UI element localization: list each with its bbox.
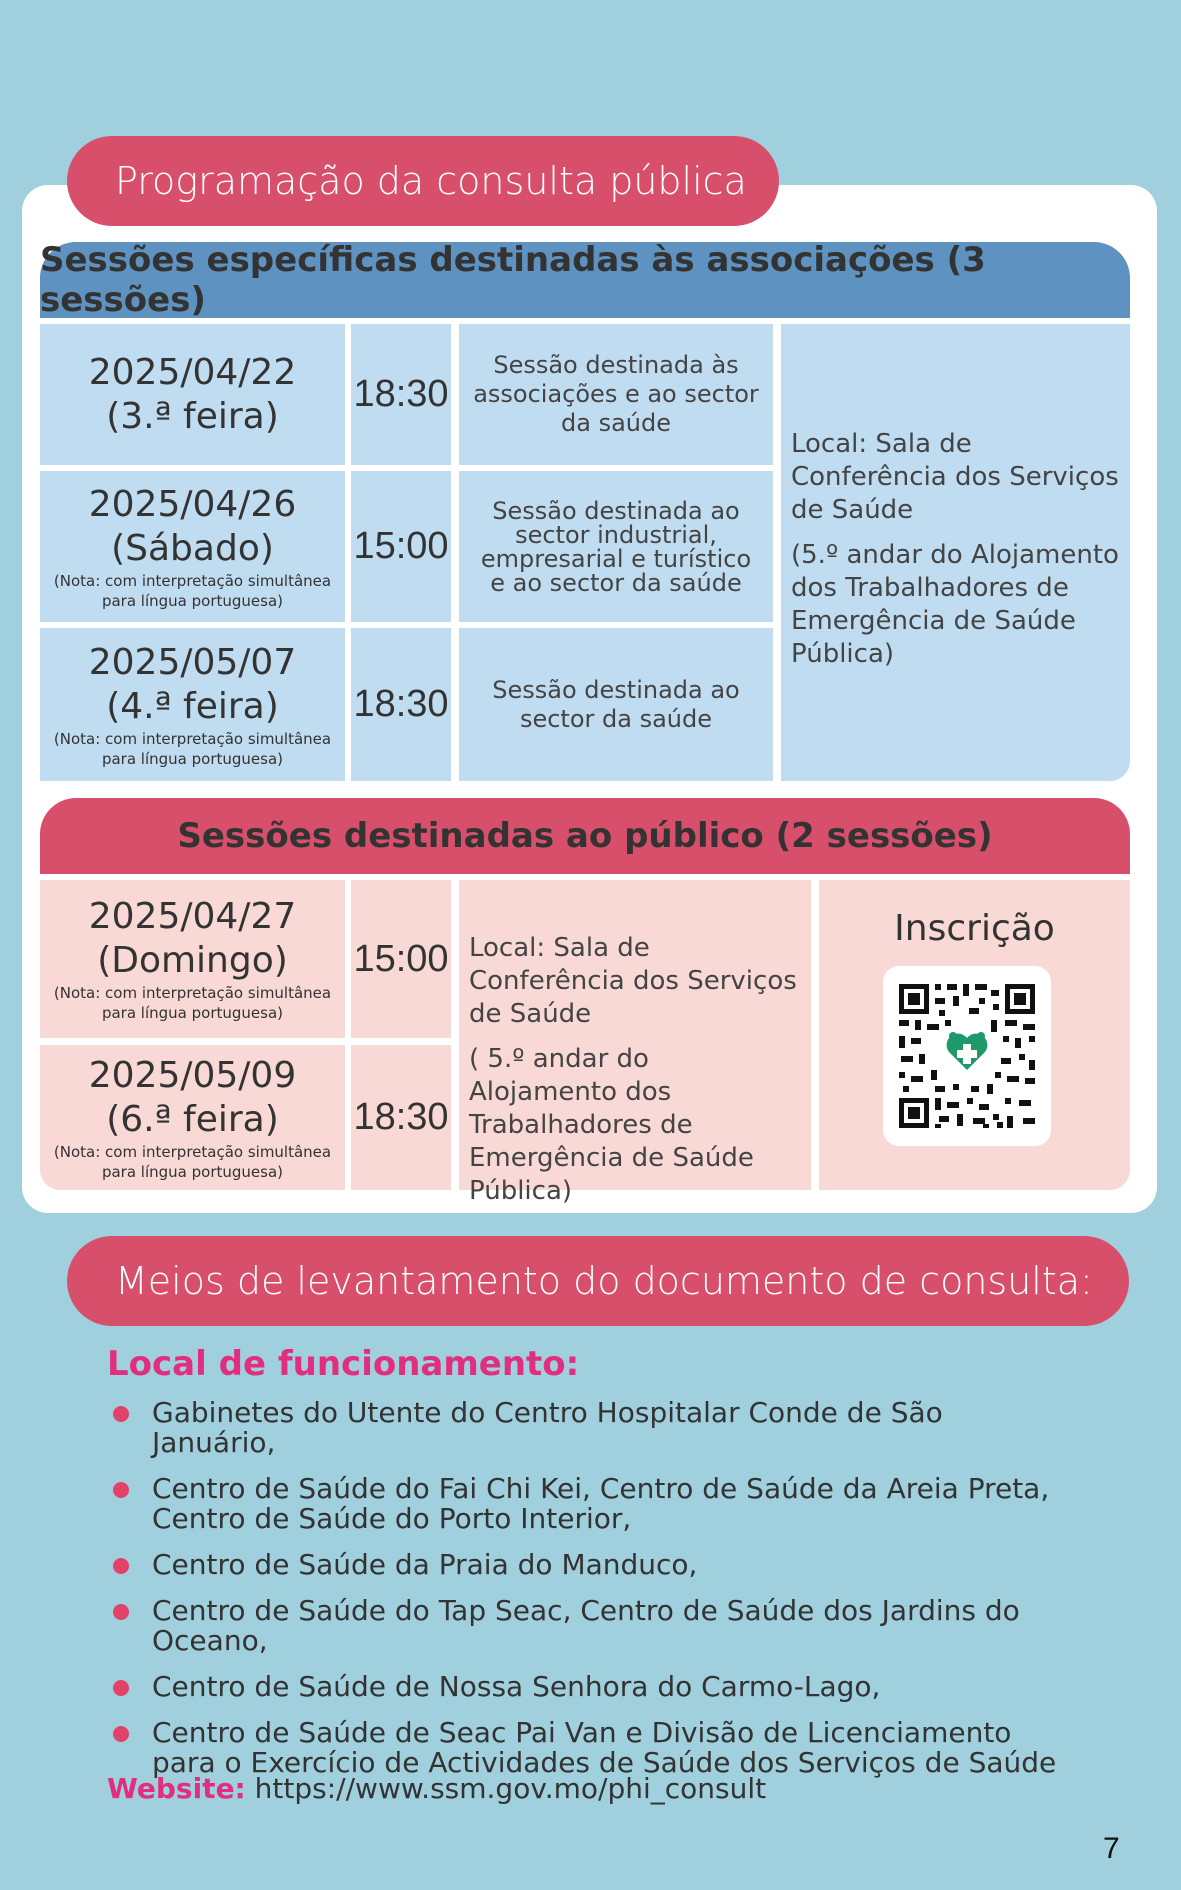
session-note: (Nota: com interpretação simultânea (53, 1142, 332, 1161)
location-detail: (5.º andar do Alojamento dos Trabalhadores de Emergência de Saúde Pública) (791, 540, 1119, 669)
website-label: Website: (107, 1772, 246, 1805)
bullet-dot-icon (113, 1680, 129, 1696)
registration-label: Inscrição (894, 908, 1055, 949)
page-number: 7 (1103, 1832, 1120, 1865)
list-item-text: Centro de Saúde de Nossa Senhora do Carmo-Lago, (152, 1670, 881, 1703)
qr-code-container[interactable] (883, 966, 1051, 1146)
session-date: 2025/05/07 (88, 641, 297, 683)
bullet-dot-icon (113, 1604, 129, 1620)
location-name: Local: Sala de Conferência dos Serviços de Saúde (469, 933, 797, 1029)
list-item (107, 1596, 1067, 1656)
public-date-cell-2 (40, 1045, 345, 1190)
session-note: (Nota: com interpretação simultânea (53, 984, 332, 1002)
session-note: (Nota: com interpretação simultânea (53, 729, 332, 748)
list-item (107, 1550, 1067, 1580)
list-item (107, 1718, 1067, 1778)
session-description: Sessão destinada ao sector da saúde (492, 675, 740, 733)
session-note: para língua portuguesa) (101, 749, 284, 768)
list-item-text: Centro de Saúde do Fai Chi Kei, Centro de Saúde da Areia Preta, Centro de Saúde do Porto Interior, (152, 1472, 1050, 1535)
list-item (107, 1672, 1067, 1702)
list-item-text: Centro de Saúde da Praia do Manduco, (152, 1548, 698, 1581)
assoc-time-cell-1 (351, 324, 451, 465)
assoc-location-cell (781, 324, 1130, 781)
health-logo-icon (943, 1028, 991, 1076)
session-date: 2025/04/22 (88, 351, 297, 393)
assoc-date-cell-1 (40, 324, 345, 465)
list-item (107, 1474, 1067, 1534)
session-time: 15:00 (353, 937, 449, 980)
session-description: Sessão destinada ao sector industrial, empresarial e turístico e ao sector da saúde (480, 496, 752, 597)
session-note: para língua portuguesa) (101, 1162, 284, 1181)
website-link[interactable]: https://www.ssm.gov.mo/phi_consult (254, 1772, 767, 1805)
session-day: (4.ª feira) (106, 685, 279, 727)
session-day: (Sábado) (111, 527, 274, 569)
assoc-date-cell-2 (40, 471, 345, 622)
bullet-dot-icon (113, 1726, 129, 1742)
qr-code-icon[interactable] (883, 966, 1051, 1146)
session-time: 18:30 (353, 373, 449, 415)
session-time: 15:00 (353, 525, 449, 567)
programacao-title (67, 136, 779, 226)
session-note: para língua portuguesa) (101, 1004, 284, 1022)
meios-title (67, 1236, 1129, 1326)
session-date: 2025/05/09 (88, 1054, 297, 1096)
assoc-time-cell-2 (351, 471, 451, 622)
public-date-cell-1 (40, 880, 345, 1038)
list-item-text: Centro de Saúde de Seac Pai Van e Divisão de Licenciamento para o Exercício de Actividades de Saúde dos Serviços de Saúde (152, 1716, 1057, 1779)
session-time: 18:30 (353, 1096, 449, 1138)
session-date: 2025/04/26 (88, 483, 297, 525)
session-day: (Domingo) (97, 940, 288, 981)
assoc-date-cell-3 (40, 628, 345, 781)
session-description: Sessão destinada às associações e ao sector da saúde (473, 351, 759, 437)
assoc-desc-cell-2 (459, 471, 773, 622)
assoc-header: Sessões específicas destinadas às associações (3 sessões) (40, 242, 1130, 318)
website-line (107, 1772, 766, 1805)
session-day: (3.ª feira) (106, 395, 279, 437)
list-item-text: Centro de Saúde do Tap Seac, Centro de Saúde dos Jardins do Oceano, (152, 1594, 1020, 1657)
public-time-cell-2 (351, 1045, 451, 1190)
public-location-cell (459, 880, 811, 1206)
session-day: (6.ª feira) (106, 1098, 279, 1140)
local-funcionamento-heading: Local de funcionamento: (107, 1344, 580, 1384)
location-name: Local: Sala de Conferência dos Serviços de Saúde (791, 429, 1119, 525)
public-header: Sessões destinadas ao público (2 sessões) (40, 798, 1130, 874)
session-date: 2025/04/27 (88, 896, 297, 937)
locations-list (107, 1398, 1067, 1794)
assoc-time-cell-3 (351, 628, 451, 781)
session-note: para língua portuguesa) (101, 591, 284, 610)
assoc-desc-cell-3 (459, 628, 773, 781)
list-item (107, 1398, 1067, 1458)
session-note: (Nota: com interpretação simultânea (53, 571, 332, 590)
session-time: 18:30 (353, 683, 449, 725)
bullet-dot-icon (113, 1482, 129, 1498)
programacao-title-text: Programação da consulta pública (115, 159, 747, 203)
meios-title-text: Meios de levantamento do documento de consulta: (115, 1259, 1093, 1303)
location-detail: ( 5.º andar do Alojamento dos Trabalhadores de Emergência de Saúde Pública) (469, 1044, 754, 1206)
list-item-text: Gabinetes do Utente do Centro Hospitalar Conde de São Januário, (152, 1396, 943, 1459)
bullet-dot-icon (113, 1406, 129, 1422)
assoc-desc-cell-1 (459, 324, 773, 465)
public-time-cell-1 (351, 880, 451, 1038)
bullet-dot-icon (113, 1558, 129, 1574)
